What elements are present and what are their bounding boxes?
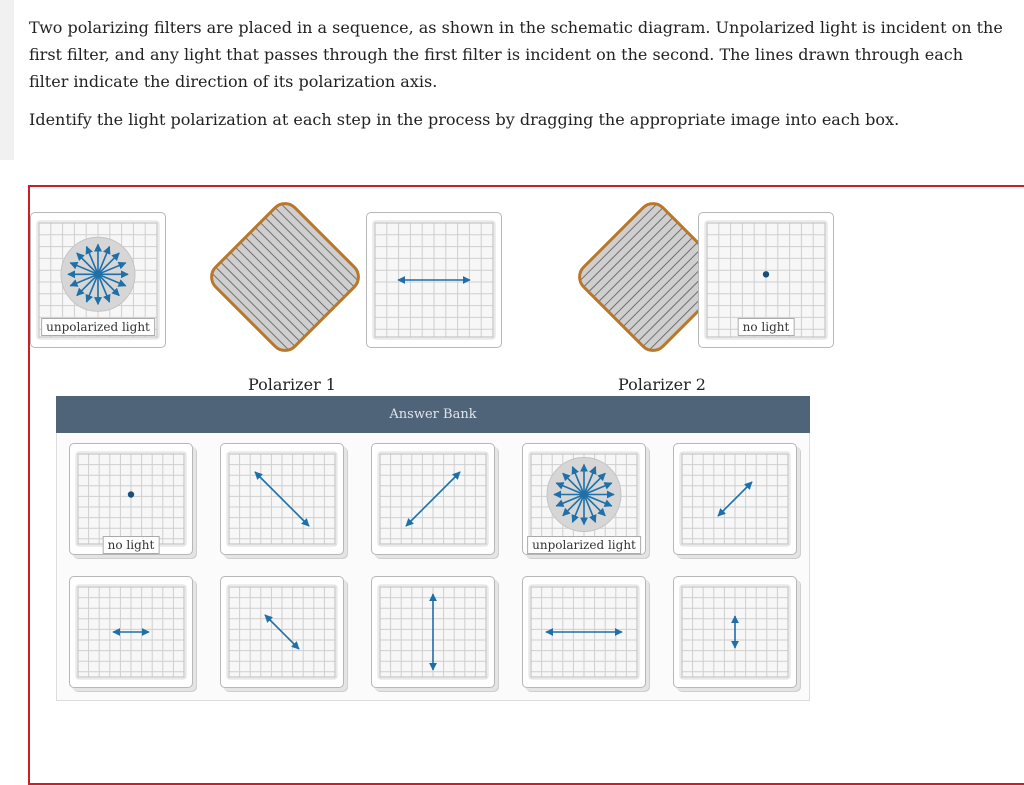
polarization-dot [763, 271, 769, 277]
drop-box-after-polarizer-2[interactable] [698, 212, 834, 348]
answer-tile[interactable] [69, 576, 193, 688]
answer-tile[interactable] [673, 576, 797, 688]
polarizer-1 [200, 192, 370, 366]
answer-tile[interactable] [220, 576, 344, 688]
answer-tile-caption: no light [103, 536, 160, 554]
answer-tile[interactable] [522, 443, 646, 555]
answer-tile[interactable] [371, 443, 495, 555]
answer-tile-graphic [674, 444, 798, 556]
polarizer-1-graphic [200, 192, 370, 362]
answer-tile-graphic [221, 577, 345, 689]
answer-bank-title: Answer Bank [56, 396, 810, 433]
polarizer-2-label: Polarizer 2 [618, 375, 706, 394]
box-3-caption: no light [738, 318, 795, 336]
polarizer-plate [206, 198, 364, 356]
unpolarized-center [95, 271, 101, 277]
answer-tile[interactable] [522, 576, 646, 688]
polarizer-1-label: Polarizer 1 [248, 375, 336, 394]
question-paragraph-2: Identify the light polarization at each step in the process by dragging the appropriate image into each box. [29, 110, 900, 129]
answer-tile-graphic [372, 577, 496, 689]
answer-tile[interactable] [220, 443, 344, 555]
answer-tile-graphic [221, 444, 345, 556]
answer-tile[interactable] [69, 443, 193, 555]
question-paragraph-1: Two polarizing filters are placed in a sequence, as shown in the schematic diagram. Unpolarized light is incident on the first filter, and any light that passes through the first filter is incident on the second. The lines drawn through each filter indicate the direction of its polarization axis. [29, 18, 1003, 91]
answer-tile-caption: unpolarized light [527, 536, 641, 554]
left-gutter [0, 0, 14, 160]
box-2-graphic [367, 213, 503, 349]
answer-tile-graphic [70, 577, 194, 689]
polarization-dot [128, 491, 134, 497]
answer-tile-graphic [372, 444, 496, 556]
drop-box-after-polarizer-1[interactable] [366, 212, 502, 348]
question-text [29, 14, 1004, 133]
answer-tile[interactable] [371, 576, 495, 688]
answer-tile-graphic [674, 577, 798, 689]
unpolarized-center [581, 492, 587, 498]
answer-tile[interactable] [673, 443, 797, 555]
answer-tile-graphic [523, 577, 647, 689]
box-1-caption: unpolarized light [41, 318, 155, 336]
drop-box-incident-light[interactable] [30, 212, 166, 348]
